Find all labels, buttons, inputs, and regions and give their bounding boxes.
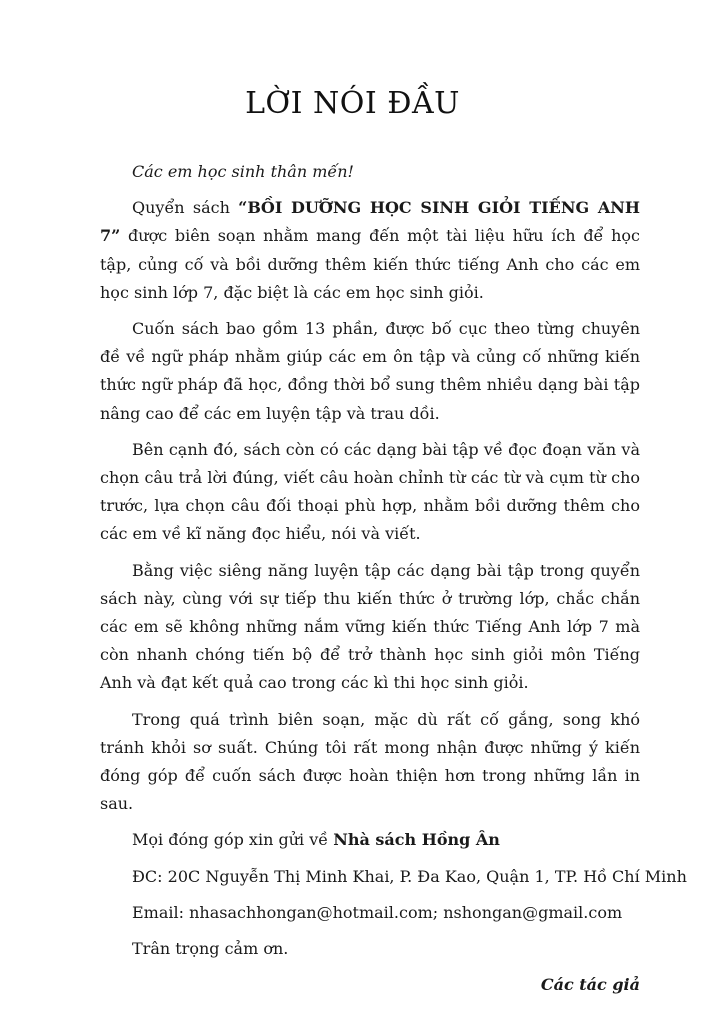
paragraph-feedback: Trong quá trình biên soạn, mặc dù rất cố gắng, song khó tránh khỏi sơ suất. Chúng tôi rất mong nhận được những ý kiến đóng góp để cuốn sách được hoàn thiện hơn trong những lần in sau.	[100, 709, 640, 814]
page-title: LỜI NÓI ĐẦU	[245, 86, 460, 121]
paragraph-structure: Cuốn sách bao gồm 13 phần, được bố cục theo từng chuyên đề về ngữ pháp nhằm giúp các em ôn tập và củng cố những kiến thức ngữ pháp đã học, đồng thời bổ sung thêm nhiều dạng bài tập nâng cao để các em luyện tập và trau dồi.	[100, 319, 640, 423]
address-line: ĐC: 20C Nguyễn Thị Minh Khai, P. Đa Kao, Quận 1, TP. Hồ Chí Minh	[132, 866, 687, 886]
intro-suffix: được biên soạn nhằm mang đến một tài liệu hữu ích để học tập, củng cố và bồi dưỡng thêm kiến thức tiếng Anh cho các em học sinh lớp 7, đặc biệt là các em học sinh giỏi.	[100, 226, 640, 302]
intro-prefix: Quyển sách	[132, 198, 239, 218]
contact-prefix: Mọi đóng góp xin gửi về	[132, 830, 334, 850]
preface-body	[100, 158, 687, 1007]
paragraph-exercises: Bên cạnh đó, sách còn có các dạng bài tập về đọc đoạn văn và chọn câu trả lời đúng, viết câu hoàn chỉnh từ các từ và cụm từ cho trước, lựa chọn câu đối thoại phù hợp, nhằm bồi dưỡng thêm cho các em về kĩ năng đọc hiểu, nói và viết.	[100, 439, 640, 544]
publisher-name: Nhà sách Hồng Ân	[333, 830, 500, 850]
greeting: Các em học sinh thân mến!	[132, 162, 354, 181]
signature: Các tác giả	[540, 975, 640, 995]
book-title: “BỒI DƯỠNG HỌC SINH GIỎI TIẾNG ANH 7”	[100, 198, 641, 246]
paragraph-practice: Bằng việc siêng năng luyện tập các dạng bài tập trong quyển sách này, cùng với sự tiếp thu kiến thức ở trường lớp, chắc chắn các em sẽ không những nắm vững kiến thức Tiếng Anh lớp 7 mà còn nhanh chóng tiến bộ để trở thành học sinh giỏi môn Tiếng Anh và đạt kết quả cao trong các kì thi học sinh giỏi.	[100, 560, 640, 693]
contact-line	[100, 826, 640, 854]
thanks-line: Trân trọng cảm ơn.	[132, 939, 289, 959]
email-line: Email: nhasachhongan@hotmail.com; nshongan@gmail.com	[132, 902, 623, 922]
intro-paragraph	[100, 194, 640, 307]
